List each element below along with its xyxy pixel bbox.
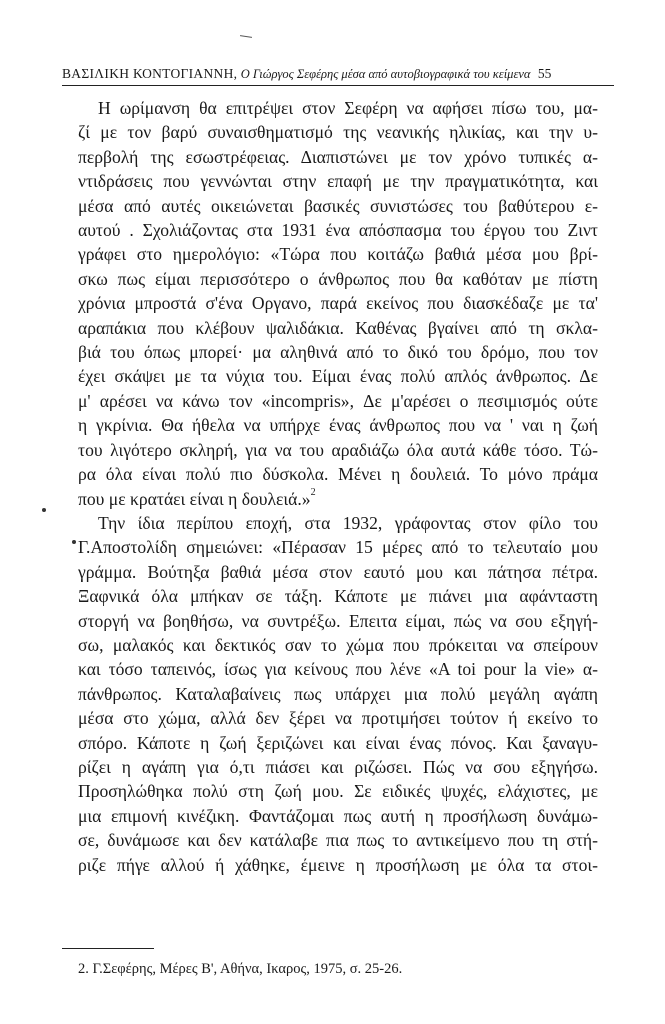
header-rule xyxy=(62,85,614,86)
text-line: μ' αρέσει να κάνω τον «incompris», Δε μ'αρέσει ο πεσιμισμός ούτε xyxy=(78,390,598,411)
text-line: μια επιμονή κινέζικη. Φαντάζομαι πως αυτή η προσήλωση δυνάμω- xyxy=(78,805,598,826)
text-line: Η ωρίμανση θα επιτρέψει στον Σεφέρη να αφήσει πίσω του, μα- xyxy=(98,98,598,118)
text-line: Την ίδια περίπου εποχή, στα 1932, γράφοντας στον φίλο του xyxy=(98,512,598,533)
footnote-rule xyxy=(62,948,154,949)
text-line: ζί με τον βαρύ συναισθηματισμό της νεανικής ηλικίας, και την υ- xyxy=(78,122,598,143)
margin-dot xyxy=(42,508,46,512)
text-line: ρίζει η αγάπη για ό,τι πιάσει και ριζώσει. Πώς να σου εξηγήσω. xyxy=(78,756,598,777)
text-line: του λιγότερο σκληρή, για να του αραδιάζω όλα αυτά κάθε τόσο. Τώ- xyxy=(78,439,598,460)
text-line: σκω πως είμαι περισσότερο ο άνθρωπος που θα καθόταν με πίστη xyxy=(78,268,598,289)
text-line: Προσηλώθηκα πολύ στη ζωή μου. Σε ειδικές ψυχές, ελάχιστες, με xyxy=(78,781,598,802)
text-line: Γ.Αποστολίδη σημειώνει: «Πέρασαν 15 μέρες από το τελευταίο μου xyxy=(78,537,598,558)
text-line: μέσα στο χώμα, αλλά δεν ξέρει να προτιμήσει τούτον ή εκείνο το xyxy=(78,708,598,729)
text-line: αυτού . Σχολιάζοντας στα 1931 ένα απόσπασμα του έργου του Ζιντ xyxy=(78,220,598,241)
margin-dot xyxy=(72,540,76,544)
text-line: σε, δυνάμωσε και δεν κατάλαβε πια πως το αντικείμενο που τη στή- xyxy=(78,830,598,851)
text-line: μέσα από αυτές οικειώνεται βασικές συνιστώσες του βαθύτερου ε- xyxy=(78,195,598,216)
text-line-content: που με κρατάει είναι η δουλειά.» xyxy=(78,488,311,509)
text-line: αραπάκια που κλέβουν ψαλιδάκια. Καθένας βγαίνει από τη σκλα- xyxy=(78,317,598,338)
text-line: ντιδράσεις που γεννώνται στην επαφή με την πραγματικότητα, και xyxy=(78,171,598,192)
text-line: πάνθρωπος. Καταλαβαίνεις πως υπάρχει μια πολύ μεγάλη αγάπη xyxy=(78,683,598,704)
text-line: Ξαφνικά όλα μπήκαν σε τάξη. Κάποτε με πιάνει μια αφάνταστη xyxy=(78,586,598,607)
page-number: 55 xyxy=(537,66,552,81)
text-line: ριζε πήγε αλλού ή χάθηκε, έμεινε η προσήλωση με όλα τα στοι- xyxy=(78,854,598,875)
text-line: και τόσο ταπεινός, ίσως για κείνους που λένε «A toi pour la vie» α- xyxy=(78,659,598,680)
text-line: σπόρο. Κάποτε η ζωή ξεριζώνει και είναι ένας πόνος. Και ξαναγυ- xyxy=(78,732,598,753)
footnote: 2. Γ.Σεφέρης, Μέρες Β', Αθήνα, Ικαρος, 1975, σ. 25-26. xyxy=(78,961,403,977)
text-line: χρόνια μπροστά σ'ένα Οργανο, παρά εκείνος που διασκέδαζε με τα' xyxy=(78,293,598,314)
running-head xyxy=(62,66,614,82)
running-head-title: Ο Γιώργος Σεφέρης μέσα από αυτοβιογραφικά του κείμενα xyxy=(240,67,531,81)
text-line: βιά του όπως μπορεί· μα αληθινά από το δικό του δρόμο, που τον xyxy=(78,342,598,363)
stray-mark xyxy=(240,35,252,38)
text-line: γράμμα. Βούτηξα βαθιά μέσα στον εαυτό μου και πάτησα πέτρα. xyxy=(78,561,598,582)
text-line: σω, μαλακός και δεκτικός σαν το χώμα που πρόκειται να σπείρουν xyxy=(78,634,598,655)
text-line: η γκρίνια. Θα ήθελα να υπήρχε ένας άνθρωπος που να ' ναι η ζωή xyxy=(78,415,598,436)
body-text xyxy=(78,96,598,877)
text-line: έχει σκάψει με τα νύχια του. Είμαι ένας πολύ απλός άνθρωπος. Δε xyxy=(78,366,598,387)
running-head-author: ΒΑΣΙΛΙΚΗ ΚΟΝΤΟΓΙΑΝΝΗ, xyxy=(62,66,238,81)
footnote-reference: 2 xyxy=(310,486,316,498)
text-line: περβολή της εσωστρέφειας. Διαπιστώνει με τον χρόνο τυπικές α- xyxy=(78,146,598,167)
text-line: στοργή να βοηθήσω, να συντρέξω. Επειτα είμαι, πώς να σου εξηγή- xyxy=(78,610,598,631)
text-line xyxy=(78,487,598,511)
text-line: ρα όλα είναι πολύ πιο δύσκολα. Μένει η δουλειά. Το μόνο πράμα xyxy=(78,464,598,485)
text-line: γράφει στο ημερολόγιο: «Τώρα που κοιτάζω βαθιά μέσα μου βρί- xyxy=(78,244,598,265)
